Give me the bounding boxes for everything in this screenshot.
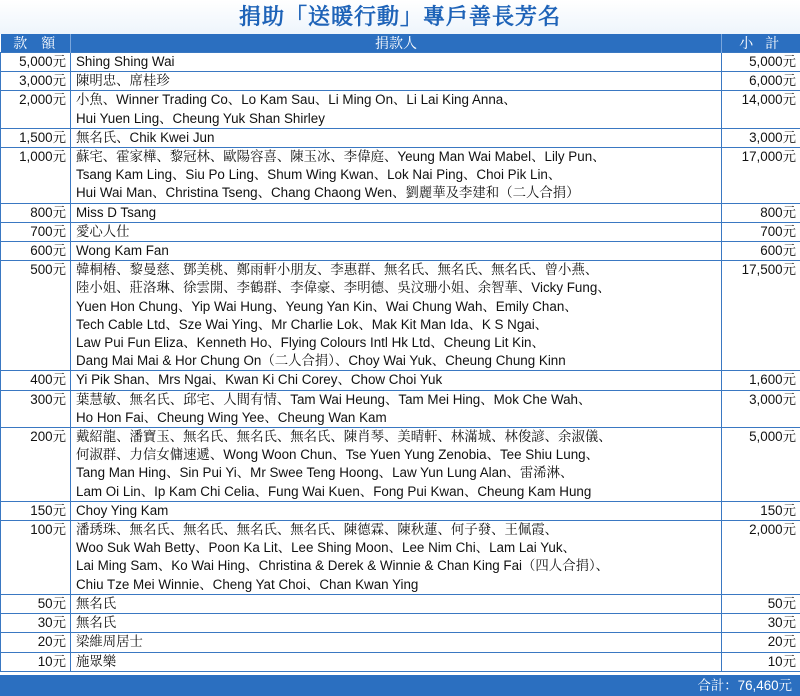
donor-line: 何淑群、力信女傭速遞、Wong Woon Chun、Tse Yuen Yung Zenobia、Tee Shiu Lung、 [76,447,599,463]
row-subtotal: 800元 [722,203,800,222]
donor-line: 梁維周居士 [76,634,143,650]
donor-names [71,521,722,595]
table-row [1,203,800,222]
table-header-row [1,34,800,53]
donor-names [71,614,722,633]
table-row [1,652,800,671]
donation-amount: 300元 [1,390,71,427]
donation-amount: 5,000元 [1,53,71,72]
donor-line: 蘇宅、霍家樺、黎冠林、歐陽容喜、陳玉冰、李偉庭、Yeung Man Wai Mabel、Lily Pun、 [76,149,606,165]
donor-line: 無名氏 [76,595,117,611]
donor-line: Dang Mai Mai & Hor Chung On（二人合捐）、Choy Wai Yuk、Cheung Chung Kinn [76,353,566,369]
table-row [1,222,800,241]
donor-line: 無名氏、Chik Kwei Jun [76,129,215,145]
row-subtotal: 600元 [722,242,800,261]
table-row [1,501,800,520]
table-row [1,428,800,502]
donation-amount: 800元 [1,203,71,222]
table-row [1,390,800,427]
row-subtotal: 3,000元 [722,390,800,427]
grand-total: 合計：76,460元 [697,678,792,693]
donor-line: 愛心人仕 [76,223,130,239]
table-row [1,633,800,652]
donor-names [71,261,722,371]
donor-names [71,390,722,427]
donor-line: Ho Hon Fai、Cheung Wing Yee、Cheung Wan Kam [76,409,387,425]
donation-amount: 10元 [1,652,71,671]
table-row [1,594,800,613]
donor-line: 陸小姐、莊洛琳、徐雲開、李鶴群、李偉豪、李明德、吳汶珊小姐、余智華、Vicky Fung、 [76,280,611,296]
donor-line: Hui Yuen Ling、Cheung Yuk Shan Shirley [76,110,325,126]
donor-names [71,242,722,261]
row-subtotal: 30元 [722,614,800,633]
row-subtotal: 5,000元 [722,53,800,72]
donation-amount: 2,000元 [1,91,71,128]
row-subtotal: 50元 [722,594,800,613]
row-subtotal: 5,000元 [722,428,800,502]
donor-line: 韓桐椿、黎曼慈、鄧美桃、鄭雨軒小朋友、李惠群、無名氏、無名氏、無名氏、曾小燕、 [76,262,599,278]
row-subtotal: 3,000元 [722,128,800,147]
table-row [1,521,800,595]
donation-amount: 100元 [1,521,71,595]
table-row [1,128,800,147]
donor-line: Tech Cable Ltd、Sze Wai Ying、Mr Charlie Lok、Mak Kit Man Ida、K S Ngai、 [76,316,549,332]
donor-names [71,428,722,502]
donor-names [71,371,722,390]
donor-names [71,128,722,147]
donor-line: 施眾樂 [76,653,117,669]
table-row [1,91,800,128]
donation-amount: 500元 [1,261,71,371]
donation-amount: 400元 [1,371,71,390]
header-amount: 款額 [1,34,71,53]
donor-names [71,91,722,128]
donor-line: Yi Pik Shan、Mrs Ngai、Kwan Ki Chi Corey、Chow Choi Yuk [76,372,443,388]
donor-line: Wong Kam Fan [76,243,169,259]
donor-line: Miss D Tsang [76,204,157,220]
row-subtotal: 14,000元 [722,91,800,128]
donation-amount: 700元 [1,222,71,241]
row-subtotal: 20元 [722,633,800,652]
donor-line: Tang Man Hing、Sin Pui Yi、Mr Swee Teng Hoong、Law Yun Lung Alan、雷浠淋、 [76,465,574,481]
donor-table [0,34,800,672]
donor-names [71,652,722,671]
donor-line: Yuen Hon Chung、Yip Wai Hung、Yeung Yan Kin、Wai Chung Wah、Emily Chan、 [76,298,578,314]
donation-amount: 50元 [1,594,71,613]
row-subtotal: 150元 [722,501,800,520]
row-subtotal: 17,500元 [722,261,800,371]
donor-names [71,72,722,91]
donor-line: Shing Shing Wai [76,54,175,69]
row-subtotal: 700元 [722,222,800,241]
donor-line: Woo Suk Wah Betty、Poon Ka Lit、Lee Shing Moon、Lee Nim Chi、Lam Lai Yuk、 [76,540,576,556]
donor-names [71,53,722,72]
donor-line: Lam Oi Lin、Ip Kam Chi Celia、Fung Wai Kuen、Fong Pui Kwan、Cheung Kam Hung [76,483,592,499]
donation-amount: 30元 [1,614,71,633]
table-row [1,261,800,371]
donation-amount: 20元 [1,633,71,652]
donor-line: Hui Wai Man、Christina Tseng、Chang Chaong Wen、劉麗華及李建和（二人合捐） [76,185,580,201]
row-subtotal: 17,000元 [722,148,800,204]
donor-names [71,203,722,222]
donor-line: 陳明忠、席桂珍 [76,73,170,89]
donation-amount: 150元 [1,501,71,520]
donor-names [71,501,722,520]
donor-line: 戴紹龍、潘寶玉、無名氏、無名氏、無名氏、陳肖琴、美晴軒、林滿城、林俊諺、余淑儀、 [76,429,612,445]
donation-amount: 200元 [1,428,71,502]
donor-line: 小魚、Winner Trading Co、Lo Kam Sau、Li Ming On、Li Lai King Anna、 [76,92,517,108]
donation-amount: 600元 [1,242,71,261]
total-bar [0,675,800,696]
donor-names [71,222,722,241]
page-title: 捐助「送暖行動」專戶善長芳名 [0,0,800,34]
header-donors: 捐款人 [71,34,722,53]
donor-line: Chiu Tze Mei Winnie、Cheng Yat Choi、Chan Kwan Ying [76,576,419,592]
donation-amount: 1,000元 [1,148,71,204]
donor-line: Lai Ming Sam、Ko Wai Hing、Christina & Derek & Winnie & Chan King Fai（四人合捐）、 [76,558,610,574]
donor-line: 潘琇珠、無名氏、無名氏、無名氏、無名氏、陳德霖、陳秋蓮、何子發、王佩霞、 [76,522,559,538]
table-row [1,371,800,390]
donation-amount: 3,000元 [1,72,71,91]
donor-names [71,594,722,613]
table-row [1,242,800,261]
row-subtotal: 10元 [722,652,800,671]
table-body [1,53,800,672]
table-row [1,614,800,633]
row-subtotal: 1,600元 [722,371,800,390]
table-row [1,148,800,204]
donor-names [71,148,722,204]
donor-line: 無名氏 [76,615,117,631]
row-subtotal: 6,000元 [722,72,800,91]
donor-line: Choy Ying Kam [76,502,169,518]
row-subtotal: 2,000元 [722,521,800,595]
donor-line: 葉慧敏、無名氏、邱宅、人間有情、Tam Wai Heung、Tam Mei Hing、Mok Che Wah、 [76,391,592,407]
table-row [1,72,800,91]
donation-amount: 1,500元 [1,128,71,147]
donor-line: Tsang Kam Ling、Siu Po Ling、Shum Wing Kwan、Lok Nai Ping、Choi Pik Lin、 [76,167,562,183]
table-row [1,53,800,72]
donor-line: Law Pui Fun Eliza、Kenneth Ho、Flying Colours Intl Hk Ltd、Cheung Lit Kin、 [76,335,545,351]
header-subtotal: 小計 [722,34,800,53]
donor-names [71,633,722,652]
